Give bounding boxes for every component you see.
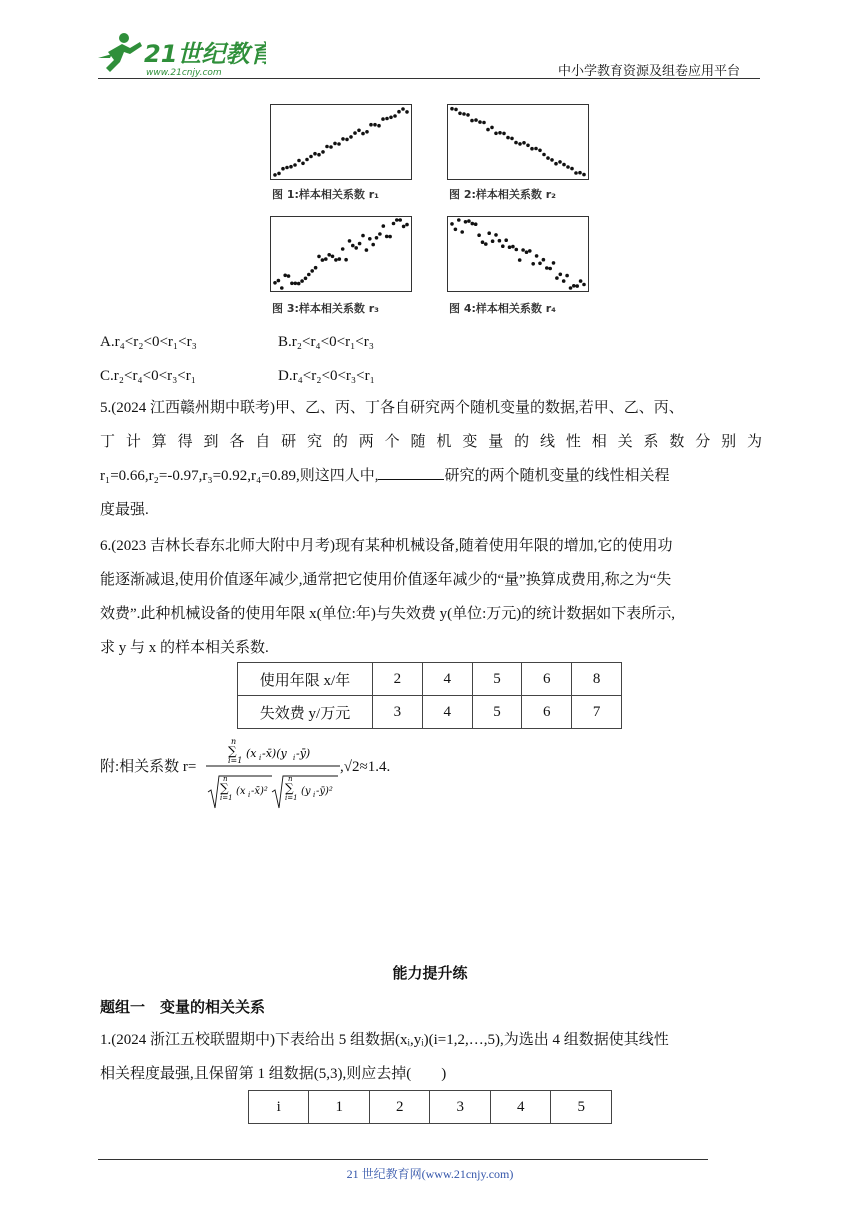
scatter-dot xyxy=(538,262,542,266)
scatter-dot xyxy=(321,258,325,262)
scatter-dot xyxy=(508,245,512,249)
logo-text: 21世纪教育 xyxy=(144,40,266,68)
scatter-dot xyxy=(484,242,488,246)
svg-text:i=1: i=1 xyxy=(285,794,298,802)
scatter-dot xyxy=(341,247,345,251)
scatter-dot xyxy=(569,286,573,290)
scatter-dot xyxy=(369,123,373,127)
table-cell: 2 xyxy=(369,1091,430,1124)
scatter-dot xyxy=(559,273,563,277)
scatter-dot xyxy=(290,282,294,286)
scatter-dot xyxy=(297,282,301,286)
scatter-dot xyxy=(552,261,556,265)
scatter-plot-2 xyxy=(447,104,589,180)
table-cell: 8 xyxy=(572,663,622,696)
scatter-plot-3 xyxy=(270,216,412,292)
scatter-dot xyxy=(324,257,328,261)
scatter-dot xyxy=(530,147,534,151)
scatter-dot xyxy=(531,262,535,266)
scatter-dot xyxy=(535,254,539,258)
table-row xyxy=(249,1091,612,1124)
scatter-dot xyxy=(504,238,508,242)
option-b: B.r₂<r₄<0<r₁<r₃ xyxy=(278,334,374,350)
scatter-dot xyxy=(327,253,331,257)
scatter-dot xyxy=(462,112,466,116)
svg-text:-ȳ)²: -ȳ)² xyxy=(316,786,333,797)
scatter-dot xyxy=(450,222,454,226)
scatter-dot xyxy=(317,153,321,157)
table-cell: 5 xyxy=(551,1091,612,1124)
scatter-dot xyxy=(575,284,579,288)
table-cell: 2 xyxy=(373,663,423,696)
scatter-dot xyxy=(502,132,506,136)
scatter-dot xyxy=(354,246,358,250)
q5-line-3 xyxy=(100,460,762,493)
table-cell: 4 xyxy=(490,1091,551,1124)
svg-text:-ȳ): -ȳ) xyxy=(296,747,311,760)
q6-note-suffix: ,√2≈1.4. xyxy=(340,759,391,775)
scatter-dot xyxy=(405,110,409,114)
scatter-dot xyxy=(281,167,285,171)
scatter-dot xyxy=(313,152,317,156)
scatter-dot xyxy=(494,132,498,136)
scatter-dot xyxy=(349,135,353,139)
svg-text:(x: (x xyxy=(246,747,257,760)
svg-text:∑: ∑ xyxy=(228,744,237,758)
scatter-dot xyxy=(307,273,311,277)
scatter-dot xyxy=(402,225,406,229)
scatter-dot xyxy=(389,116,393,120)
scatter-plot-4 xyxy=(447,216,589,292)
scatter-dot xyxy=(467,219,471,223)
scatter-dot xyxy=(375,236,379,240)
scatter-dot xyxy=(466,113,470,117)
scatter-dot xyxy=(481,240,485,244)
figure-2-caption: 图 2:样本相关系数 r₂ xyxy=(449,188,556,201)
q6-line-1: 6.(2023 吉林长春东北师大附中月考)现有某种机械设备,随着使用年限的增加,它的使用功 xyxy=(100,538,673,554)
scatter-dot xyxy=(381,117,385,121)
scatter-dot xyxy=(338,257,342,261)
group-title: 题组一 变量的相关关系 xyxy=(100,998,266,1016)
header-divider xyxy=(98,78,760,79)
scatter-dot xyxy=(490,126,494,130)
scatter-dot xyxy=(471,222,475,226)
scatter-dot xyxy=(344,258,348,262)
scatter-dot xyxy=(385,117,389,121)
scatter-dot xyxy=(542,258,546,262)
table-cell: 7 xyxy=(572,696,622,729)
table-cell: 6 xyxy=(522,663,572,696)
scatter-dot xyxy=(289,165,293,169)
scatter-dot xyxy=(317,255,321,259)
scatter-dot xyxy=(501,244,505,248)
scatter-dot xyxy=(334,258,338,262)
scatter-dot xyxy=(280,286,284,290)
scatter-dot xyxy=(297,159,301,163)
scatter-dot xyxy=(345,138,349,142)
q1-line-2: 相关程度最强,且保留第 1 组数据(5,3),则应去掉( ) xyxy=(100,1066,447,1082)
scatter-dot xyxy=(398,218,402,222)
scatter-dot xyxy=(351,244,355,248)
scatter-dot xyxy=(464,220,468,224)
scatter-dot xyxy=(572,284,576,288)
scatter-dot xyxy=(478,120,482,124)
scatter-dot xyxy=(293,163,297,167)
scatter-dot xyxy=(331,255,335,259)
header-platform-text: 中小学教育资源及组卷应用平台 xyxy=(558,63,741,78)
scatter-dot xyxy=(578,171,582,175)
option-d: D.r₄<r₂<0<r₃<r₁ xyxy=(278,368,375,384)
scatter-dot xyxy=(558,160,562,164)
scatter-dot xyxy=(487,231,491,235)
svg-text:n: n xyxy=(223,775,228,783)
scatter-dot xyxy=(304,277,308,281)
figure-4-caption: 图 4:样本相关系数 r₄ xyxy=(449,302,556,315)
scatter-dot xyxy=(405,223,409,227)
scatter-dot xyxy=(550,158,554,162)
footer-divider xyxy=(98,1159,708,1160)
table-cell: 使用年限 x/年 xyxy=(238,663,373,696)
scatter-dot xyxy=(283,274,287,278)
scatter-dot xyxy=(314,266,318,270)
svg-text:(y: (y xyxy=(301,786,311,797)
correlation-formula xyxy=(206,736,340,812)
scatter-dot xyxy=(273,173,277,177)
figure-3-caption: 图 3:样本相关系数 r₃ xyxy=(272,302,379,315)
scatter-dot xyxy=(361,132,365,136)
scatter-dot xyxy=(538,149,542,153)
scatter-dot xyxy=(565,274,569,278)
scatter-dot xyxy=(514,141,518,145)
scatter-dot xyxy=(377,124,381,128)
scatter-dot xyxy=(574,171,578,175)
scatter-dot xyxy=(392,222,396,226)
scatter-dot xyxy=(300,279,304,283)
q5-line-3a: r₁=0.66,r₂=-0.97,r₃=0.92,r₄=0.89,则这四人中, xyxy=(100,468,379,484)
table-row xyxy=(238,663,622,696)
scatter-dot xyxy=(348,239,352,243)
q5-line-1: 5.(2024 江西赣州期中联考)甲、乙、丙、丁各自研究两个随机变量的数据,若甲、乙、丙、 xyxy=(100,400,684,416)
q6-line-3: 效费”.此种机械设备的使用年限 x(单位:年)与失效费 y(单位:万元)的统计数据如下表所示, xyxy=(100,606,675,622)
table-cell: 失效费 y/万元 xyxy=(238,696,373,729)
scatter-dot xyxy=(555,276,559,280)
scatter-dot xyxy=(522,141,526,145)
table-cell: 5 xyxy=(472,696,522,729)
scatter-dot xyxy=(542,153,546,157)
scatter-dot xyxy=(511,245,515,249)
scatter-dot xyxy=(562,279,566,283)
scatter-dot xyxy=(554,162,558,166)
scatter-dot xyxy=(582,283,586,287)
scatter-dot xyxy=(457,218,461,222)
scatter-dot xyxy=(460,230,464,234)
scatter-dot xyxy=(273,281,277,285)
scatter-dot xyxy=(337,142,341,146)
table-cell: 3 xyxy=(373,696,423,729)
scatter-dot xyxy=(397,110,401,114)
scatter-dot xyxy=(562,163,566,167)
option-a: A.r₄<r₂<0<r₁<r₃ xyxy=(100,334,197,350)
scatter-dot xyxy=(301,162,305,166)
scatter-dot xyxy=(395,218,399,222)
scatter-dot xyxy=(382,224,386,228)
scatter-dot xyxy=(371,243,375,247)
svg-text:n: n xyxy=(288,775,293,783)
scatter-dot xyxy=(353,131,357,135)
scatter-dot xyxy=(515,248,519,252)
svg-text:∑: ∑ xyxy=(285,781,294,795)
table-cell: 1 xyxy=(309,1091,370,1124)
q6-note-prefix: 附:相关系数 r= xyxy=(100,759,197,775)
svg-text:i: i xyxy=(313,791,316,799)
scatter-dot xyxy=(521,248,525,252)
answer-blank xyxy=(378,465,444,480)
scatter-dot xyxy=(358,242,362,246)
scatter-dot xyxy=(365,130,369,134)
scatter-dot xyxy=(518,258,522,262)
scatter-dot xyxy=(277,279,281,283)
q5-line-3b: 研究的两个随机变量的线性相关程 xyxy=(444,468,670,484)
logo-url: www.21cnjy.com xyxy=(146,68,222,78)
q6-line-4: 求 y 与 x 的样本相关系数. xyxy=(100,640,269,656)
scatter-dot xyxy=(506,136,510,140)
scatter-dot xyxy=(474,222,478,226)
svg-text:-x̄)(y: -x̄)(y xyxy=(262,747,287,760)
scatter-dot xyxy=(454,108,458,112)
scatter-dot xyxy=(494,233,498,237)
scatter-dot xyxy=(378,232,382,236)
scatter-dot xyxy=(368,237,372,241)
scatter-dot xyxy=(498,131,502,135)
scatter-dot xyxy=(321,150,325,154)
scatter-dot xyxy=(579,279,583,283)
scatter-dot xyxy=(482,121,486,125)
scatter-dot xyxy=(510,137,514,141)
scatter-dot xyxy=(491,239,495,243)
scatter-dot xyxy=(450,107,454,111)
scatter-dot xyxy=(458,112,462,116)
q5-line-2: 丁计算得到各自研究的两个随机变量的线性相关系数分别为 xyxy=(100,434,762,450)
svg-text:∑: ∑ xyxy=(220,781,229,795)
scatter-dot xyxy=(498,239,502,243)
scatter-dot xyxy=(287,274,291,278)
scatter-dot xyxy=(474,118,478,122)
scatter-dot xyxy=(277,172,281,176)
scatter-dot xyxy=(545,266,549,270)
svg-text:(x: (x xyxy=(236,786,246,797)
scatter-dot xyxy=(582,173,586,177)
table-row xyxy=(238,696,622,729)
q1-data-table xyxy=(248,1090,612,1124)
scatter-dot xyxy=(305,158,309,162)
scatter-dot xyxy=(526,144,530,148)
scatter-dot xyxy=(570,167,574,171)
table-cell: 6 xyxy=(522,696,572,729)
svg-text:i: i xyxy=(259,754,262,762)
scatter-dot xyxy=(357,129,361,133)
scatter-dot xyxy=(373,123,377,127)
scatter-dot xyxy=(454,228,458,232)
table-cell: i xyxy=(249,1091,309,1124)
scatter-dot xyxy=(528,249,532,253)
scatter-dot xyxy=(548,267,552,271)
scatter-dot xyxy=(470,119,474,123)
table-cell: 4 xyxy=(422,663,472,696)
scatter-dot xyxy=(309,155,313,159)
footer-text: 21 世纪教育网(www.21cnjy.com) xyxy=(346,1167,514,1181)
scatter-dot xyxy=(310,269,314,273)
scatter-dot xyxy=(486,128,490,132)
scatter-dot xyxy=(365,248,369,252)
svg-text:i=1: i=1 xyxy=(220,794,233,802)
scatter-dot xyxy=(329,145,333,149)
figure-1-caption: 图 1:样本相关系数 r₁ xyxy=(272,188,379,201)
scatter-dot xyxy=(566,165,570,169)
scatter-dot xyxy=(388,235,392,239)
scatter-dot xyxy=(341,137,345,141)
scatter-dot xyxy=(401,107,405,111)
scatter-dot xyxy=(534,147,538,151)
logo xyxy=(96,28,266,78)
scatter-dot xyxy=(361,234,365,238)
q5-line-4: 度最强. xyxy=(100,502,149,518)
scatter-dot xyxy=(393,114,397,118)
scatter-plot-1 xyxy=(270,104,412,180)
scatter-dot xyxy=(333,142,337,146)
scatter-dot xyxy=(294,282,298,286)
table-cell: 5 xyxy=(472,663,522,696)
svg-text:-x̄)²: -x̄)² xyxy=(251,786,268,797)
svg-text:i=1: i=1 xyxy=(228,756,243,765)
scatter-dot xyxy=(518,142,522,146)
table-cell: 4 xyxy=(422,696,472,729)
scatter-dot xyxy=(285,166,289,170)
q6-data-table xyxy=(237,662,622,729)
table-cell: 3 xyxy=(430,1091,491,1124)
section-title: 能力提升练 xyxy=(392,964,468,982)
scatter-dot xyxy=(477,233,481,237)
option-c: C.r₂<r₄<0<r₃<r₁ xyxy=(100,368,196,384)
q6-line-2: 能逐渐减退,使用价值逐年减少,通常把它使用价值逐年减少的“量”换算成费用,称之为“失 xyxy=(100,572,672,588)
scatter-dot xyxy=(325,145,329,149)
svg-text:n: n xyxy=(231,737,237,746)
scatter-dot xyxy=(525,250,529,254)
q1-line-1: 1.(2024 浙江五校联盟期中)下表给出 5 组数据(xᵢ,yᵢ)(i=1,2,…,5),为选出 4 组数据使其线性 xyxy=(100,1032,669,1048)
scatter-dot xyxy=(385,235,389,239)
svg-text:i: i xyxy=(293,754,296,762)
scatter-dot xyxy=(546,156,550,160)
svg-text:i: i xyxy=(248,791,251,799)
